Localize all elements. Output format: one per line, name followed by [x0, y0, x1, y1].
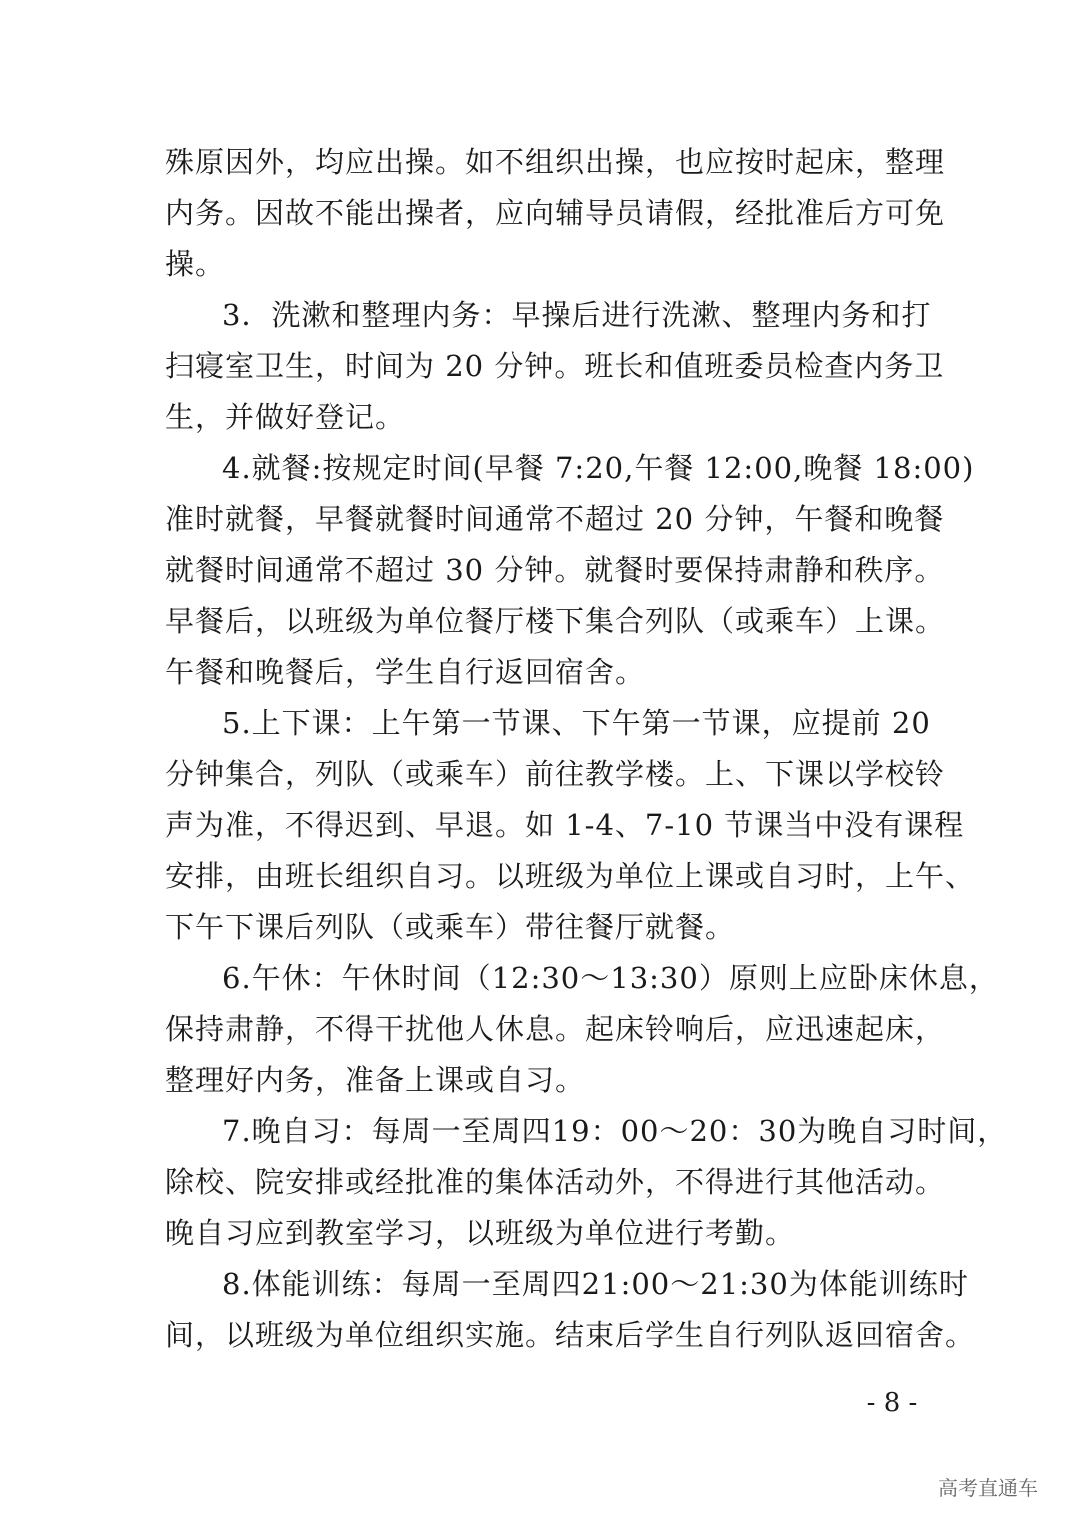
paragraph-start-line: 5.上下课：上午第一节课、下午第一节课，应提前 20 — [222, 706, 931, 740]
body-text-line: 晚自习应到教室学习，以班级为单位进行考勤。 — [165, 1216, 796, 1250]
paragraph-start-line: 7.晚自习：每周一至周四19：00～20：30为晚自习时间， — [222, 1114, 1008, 1148]
body-text-line: 保持肃静，不得干扰他人休息。起床铃响后，应迅速起床， — [165, 1012, 946, 1046]
paragraph-start-line: 8.体能训练：每周一至周四21:00～21:30为体能训练时 — [222, 1267, 969, 1301]
body-text-line: 安排，由班长组织自习。以班级为单位上课或自习时，上午、 — [165, 859, 976, 893]
body-text-line: 整理好内务，准备上课或自习。 — [165, 1063, 586, 1097]
paragraph-start-line: 6.午休：午休时间（12:30～13:30）原则上应卧床休息， — [222, 961, 999, 995]
body-text-line: 操。 — [165, 247, 226, 281]
body-text-line: 下午下课后列队（或乘车）带往餐厅就餐。 — [165, 910, 736, 944]
body-text-line: 声为准，不得迟到、早退。如 1-4、7-10 节课当中没有课程 — [165, 808, 965, 842]
body-text-line: 生，并做好登记。 — [165, 400, 406, 434]
body-text-line: 分钟集合，列队（或乘车）前往教学楼。上、下课以学校铃 — [165, 757, 946, 791]
watermark-text: 高考直通车 — [938, 1476, 1038, 1500]
body-text-line: 殊原因外，均应出操。如不组织出操，也应按时起床，整理 — [165, 145, 946, 179]
paragraph-start-line: 3．洗漱和整理内务：早操后进行洗漱、整理内务和打 — [222, 298, 932, 332]
body-text-line: 内务。因故不能出操者，应向辅导员请假，经批准后方可免 — [165, 196, 946, 230]
paragraph-start-line: 4.就餐:按规定时间(早餐 7:20,午餐 12:00,晚餐 18:00) — [222, 451, 975, 485]
body-text-line: 就餐时间通常不超过 30 分钟。就餐时要保持肃静和秩序。 — [165, 553, 945, 587]
body-text-line: 准时就餐，早餐就餐时间通常不超过 20 分钟，午餐和晚餐 — [165, 502, 945, 536]
body-text-line: 扫寝室卫生，时间为 20 分钟。班长和值班委员检查内务卫 — [165, 349, 945, 383]
page-number: - 8 - — [866, 1388, 918, 1418]
body-text-line: 间，以班级为单位组织实施。结束后学生自行列队返回宿舍。 — [165, 1318, 976, 1352]
body-text-line: 除校、院安排或经批准的集体活动外，不得进行其他活动。 — [165, 1165, 946, 1199]
body-text-line: 早餐后，以班级为单位餐厅楼下集合列队（或乘车）上课。 — [165, 604, 946, 638]
body-text-line: 午餐和晚餐后，学生自行返回宿舍。 — [165, 655, 646, 689]
